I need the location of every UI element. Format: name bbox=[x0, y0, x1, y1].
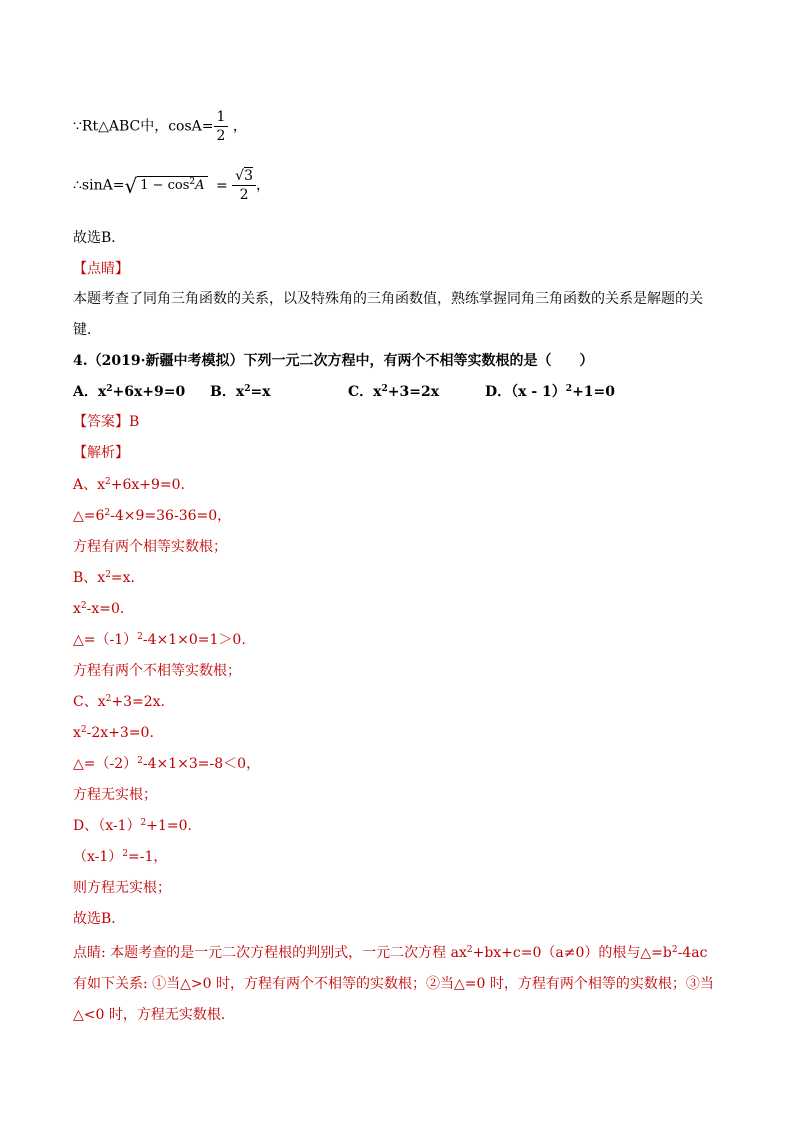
key-point-text: 本题考查了同角三角函数的关系，以及特殊角的三角函数值，熟练掌握同角三角函数的关系是解题的关键． bbox=[73, 291, 703, 338]
solution-step: 故选B． bbox=[73, 911, 126, 927]
solution-step: 方程无实根； bbox=[73, 787, 157, 803]
analysis-heading: 【解析】 bbox=[73, 445, 129, 461]
cos-prefix: ∵Rt△ABC中，cosA= bbox=[73, 118, 214, 135]
choose-b-1: 故选B． bbox=[73, 230, 126, 246]
radicand-var: A bbox=[195, 178, 205, 193]
sqrt-expression bbox=[124, 173, 207, 198]
solution-step: B、$x^2=x$. bbox=[73, 570, 135, 586]
frac-numerator-sqrt3 bbox=[232, 167, 256, 186]
cos-suffix: ， bbox=[232, 118, 247, 135]
solution-step: C、$x^2+3=2x$. bbox=[73, 694, 165, 710]
option-c: C．$x^2+3=2x$ bbox=[348, 384, 440, 400]
sin-suffix: ， bbox=[256, 177, 271, 194]
solution-step: $x^2-x=0$. bbox=[73, 601, 125, 617]
radicand-exponent: 2 bbox=[189, 177, 196, 187]
solution-step: D、$(x-1)^2+1=0$. bbox=[73, 818, 192, 834]
solution-step: 方程有两个相等实数根； bbox=[73, 539, 227, 555]
solution-step: A、$x^2+6x+9=0$. bbox=[73, 477, 186, 493]
key-point-heading: 【点睛】 bbox=[73, 261, 129, 277]
cos-line bbox=[73, 108, 247, 145]
fraction-sqrt3-over-2 bbox=[232, 167, 256, 204]
solution-step: 方程有两个不相等实数根； bbox=[73, 663, 241, 679]
sqrt-radicand: 3 bbox=[244, 168, 254, 184]
solution-step: $\triangle=6^2-4\times 9=36-36=0$， bbox=[73, 508, 232, 524]
frac-denominator: 2 bbox=[216, 128, 226, 144]
frac-denominator-2: 2 bbox=[239, 187, 249, 203]
option-a: A．$x^2+6x+9=0$ bbox=[73, 384, 186, 400]
question-stem: 4.（2019·新疆中考模拟）下列一元二次方程中，有两个不相等实数根的是（ ） bbox=[73, 353, 594, 369]
solution-step: $(x-1)^2=-1$， bbox=[73, 849, 168, 865]
answer-line: 【答案】B bbox=[73, 414, 140, 430]
radicand-text: 1 − cos bbox=[140, 178, 190, 193]
frac-numerator: 1 bbox=[214, 108, 229, 127]
sqrt-sign-icon: √ bbox=[235, 168, 245, 184]
solution-step: $\triangle=(-1)^2-4\times 1\times 0=1>0$. bbox=[73, 632, 246, 648]
option-b: B．$x^2=x$ bbox=[210, 384, 271, 400]
radical-sign-icon: √ bbox=[124, 173, 138, 198]
summary-note: 点睛: 本题考查的是一元二次方程根的判别式，一元二次方程 $ax^2+bx+c=0(a\ne 0)$的根与$\triangle=b^2-4ac$ 有如下关系: ①当△>0 时，方程有两个不相等的实数根；②当△=0 时，方程有两个相等的实数根；③当△<0 时，方程无实数根． bbox=[73, 945, 714, 1023]
solution-step: $\triangle=(-2)^2-4\times 1\times 3=-8<0$， bbox=[73, 756, 261, 772]
solution-step: $x^2-2x+3=0$. bbox=[73, 725, 154, 741]
sin-prefix: ∴sinA= bbox=[73, 177, 125, 194]
equals-sign: = bbox=[215, 177, 228, 194]
sin-line bbox=[73, 167, 270, 204]
solution-step: 则方程无实根； bbox=[73, 880, 171, 896]
fraction-one-half bbox=[214, 108, 229, 145]
option-d: D．（x - 1）$^2$+1=0 bbox=[485, 384, 616, 400]
